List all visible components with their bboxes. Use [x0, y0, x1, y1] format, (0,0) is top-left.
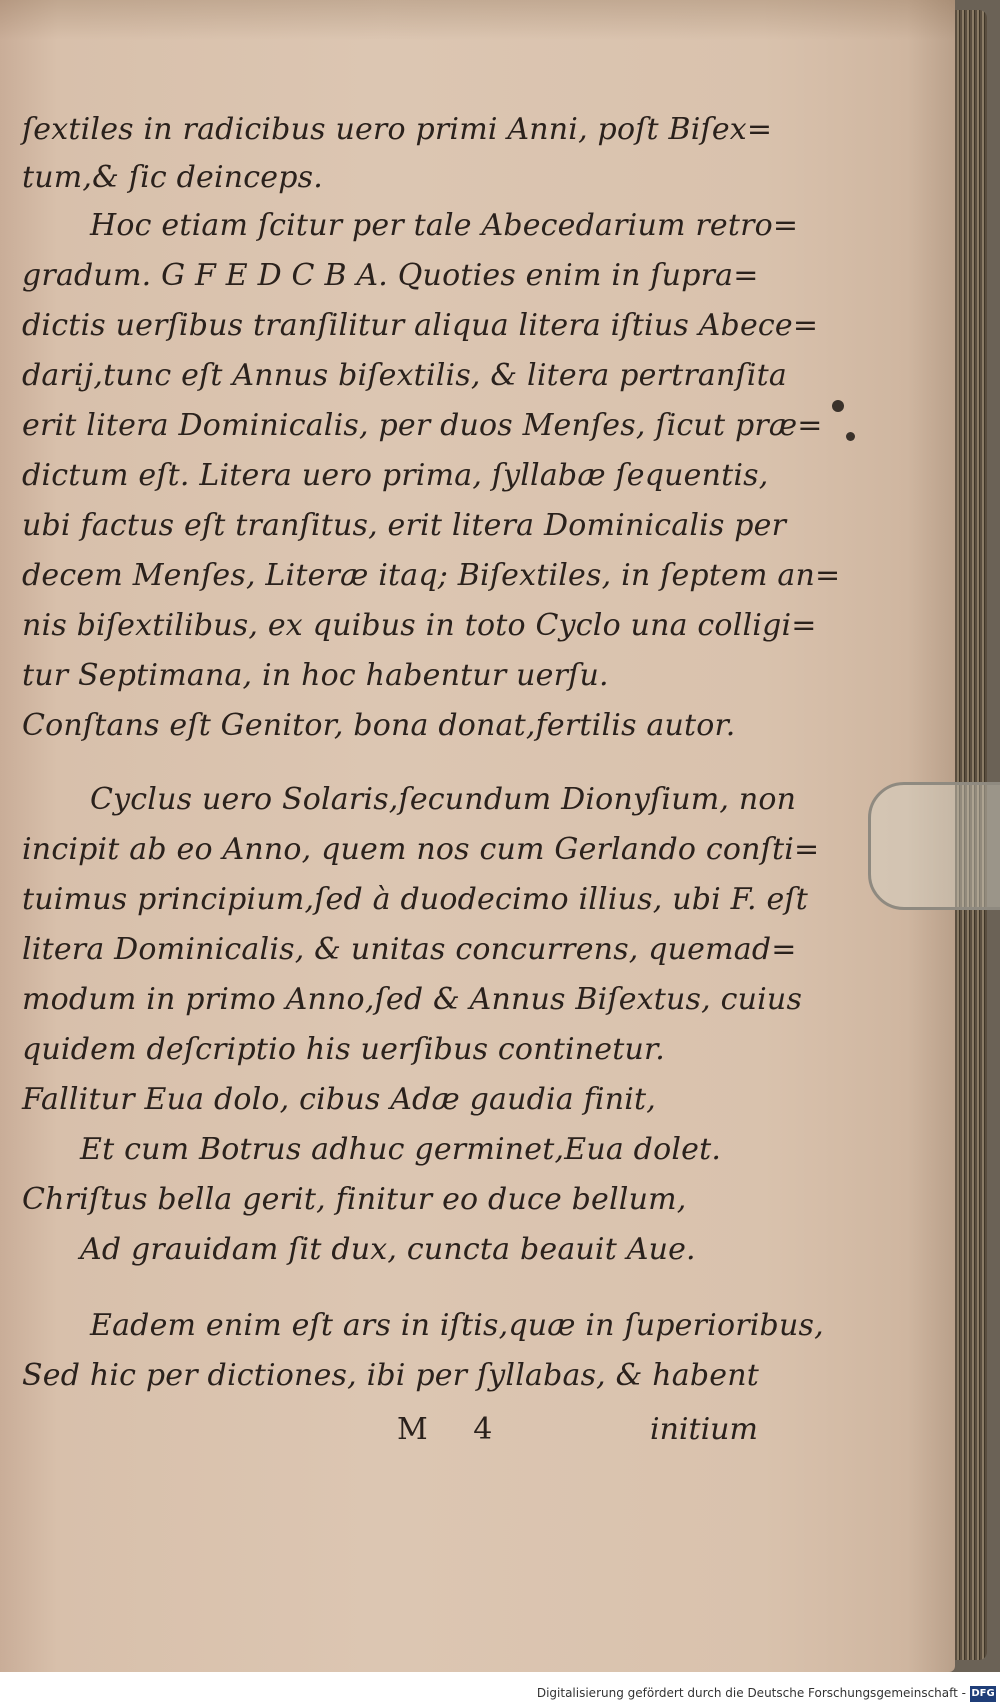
catchword: initium — [650, 1412, 758, 1447]
credit-text: Digitalisierung gefördert durch die Deutsche Forschungsgemeinschaft - — [536, 1686, 966, 1700]
credit-banner — [0, 1672, 1000, 1708]
verse-line: Fallitur Eua dolo, cibus Adæ gaudia finit, — [22, 1082, 657, 1117]
signature-mark: M 4 — [397, 1412, 511, 1447]
text-line: erit litera Dominicalis, per duos Menſes, ſicut præ= — [22, 408, 823, 443]
text-line: nis biſextilibus, ex quibus in toto Cyclo una colligi= — [22, 608, 817, 643]
ink-spot — [832, 400, 844, 412]
text-line: modum in primo Anno,ſed & Annus Biſextus, cuius — [22, 982, 803, 1017]
text-line: Sed hic per dictiones, ibi per ſyllabas, & habent — [22, 1358, 760, 1393]
page-clip — [868, 782, 1000, 910]
page-footer-line — [22, 1412, 758, 1462]
text-line: gradum. G F E D C B A. Quoties enim in ſupra= — [22, 258, 759, 293]
text-line: Conſtans eſt Genitor, bona donat,fertilis autor. — [22, 708, 736, 743]
dfg-logo: DFG — [970, 1686, 996, 1702]
page-shadow — [0, 0, 955, 40]
verse-line: Et cum Botrus adhuc germinet,Eua dolet. — [80, 1132, 722, 1167]
text-line: dictum eſt. Litera uero prima, ſyllabæ ſequentis, — [22, 458, 769, 493]
text-line: incipit ab eo Anno, quem nos cum Gerlando conſti= — [22, 832, 820, 867]
text-line: darij,tunc eſt Annus biſextilis, & litera pertranſita — [22, 358, 787, 393]
text-line: Hoc etiam ſcitur per tale Abecedarium retro= — [90, 208, 799, 243]
text-line: decem Menſes, Literæ itaq; Biſextiles, in ſeptem an= — [22, 558, 841, 593]
text-line: dictis uerſibus tranſilitur aliqua litera iſtius Abece= — [22, 308, 819, 343]
text-line: ſextiles in radicibus uero primi Anni, poſt Biſex= — [22, 112, 773, 147]
text-line: tuimus principium,ſed à duodecimo illius, ubi F. eſt — [22, 882, 808, 917]
text-line: tum,& ſic deinceps. — [22, 160, 324, 195]
text-line: litera Dominicalis, & unitas concurrens, quemad= — [22, 932, 797, 967]
verse-line: Chriſtus bella gerit, finitur eo duce bellum, — [22, 1182, 687, 1217]
text-line: Eadem enim eſt ars in iſtis,quæ in ſuperioribus, — [90, 1308, 824, 1343]
text-line: ubi factus eſt tranſitus, erit litera Dominicalis per — [22, 508, 787, 543]
ink-spot — [846, 432, 855, 441]
text-line: quidem deſcriptio his uerſibus continetur. — [22, 1032, 665, 1067]
text-line: Cyclus uero Solaris,ſecundum Dionyſium, non — [90, 782, 797, 817]
verse-line: Ad grauidam ſit dux, cuncta beauit Aue. — [80, 1232, 696, 1267]
text-line: tur Septimana, in hoc habentur uerſu. — [22, 658, 609, 693]
